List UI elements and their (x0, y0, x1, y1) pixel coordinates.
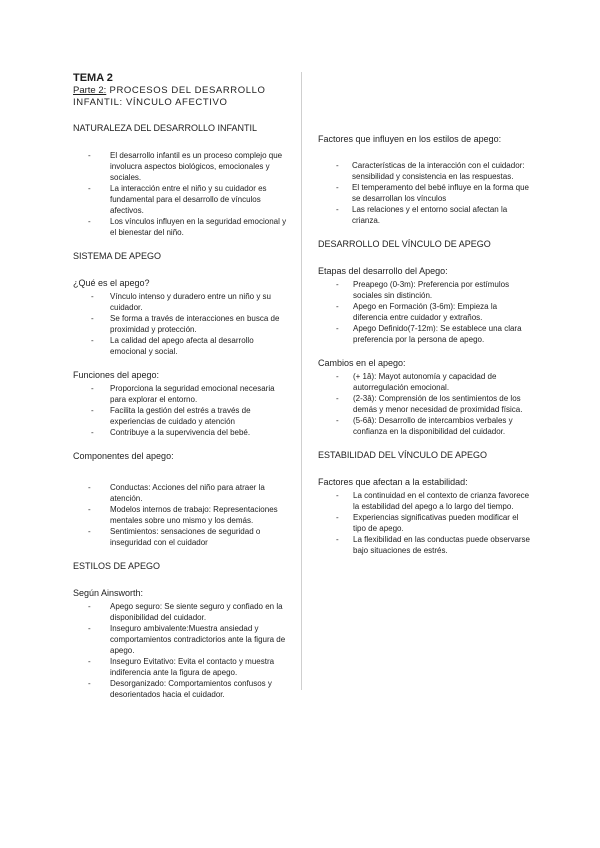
subtitle-line1: PROCESOS DEL DESARROLLO (106, 85, 266, 96)
label-etapas: Etapas del desarrollo del Apego: (318, 266, 448, 276)
list-naturaleza (73, 150, 288, 238)
list-item: - Vínculo intenso y duradero entre un niño y su cuidador. (91, 292, 271, 312)
list-factores-estilos (318, 160, 533, 226)
list-funciones (73, 383, 288, 438)
list-item: - Experiencias significativas pueden modificar el tipo de apego. (336, 513, 519, 533)
list-estilos (73, 601, 288, 700)
label-componentes: Componentes del apego: (73, 451, 174, 461)
section-heading-estabilidad: ESTABILIDAD DEL VÍNCULO DE APEGO (318, 450, 488, 460)
label-que-es: ¿Qué es el apego? (73, 278, 150, 288)
column-divider (301, 72, 302, 690)
list-item: - Modelos internos de trabajo: Representaciones mentales sobre uno mismo y los demás. (88, 505, 278, 525)
label-ainsworth: Según Ainsworth: (73, 588, 144, 598)
label-factores-estilos: Factores que influyen en los estilos de apego: (318, 134, 502, 144)
label-factores-estabilidad: Factores que afectan a la estabilidad: (318, 477, 468, 487)
list-item: - El temperamento del bebé influye en la forma que se desarrollan los vínculos (336, 183, 529, 203)
subtitle-line2: INFANTIL: VÍNCULO AFECTIVO (73, 97, 228, 108)
list-item: - El desarrollo infantil es un proceso complejo que involucra aspectos biológicos, emocionales y sociales. (88, 151, 283, 182)
list-item: - Apego en Formación (3-6m): Empieza la diferencia entre cuidador y extraños. (336, 302, 498, 322)
part-label: Parte 2: (73, 85, 107, 96)
list-item: - (+ 1â): Mayot autonomía y capacidad de autorregulación emocional. (336, 372, 497, 392)
list-item: - Se forma a través de interacciones en busca de proximidad y protección. (91, 314, 280, 334)
list-cambios (318, 371, 533, 437)
list-item: - La continuidad en el contexto de crianza favorece la estabilidad del apego a lo largo del tiempo. (336, 491, 530, 511)
list-componentes (73, 482, 288, 548)
list-item: - Apego Definido(7-12m): Se establece una clara preferencia por la persona de apego. (336, 324, 522, 344)
list-item: - Preapego (0-3m): Preferencia por estímulos sociales sin distinción. (336, 280, 510, 300)
section-heading-estilos: ESTILOS DE APEGO (73, 561, 161, 571)
list-item: - La interacción entre el niño y su cuidador es fundamental para el desarrollo de vínculos afectivos. (88, 184, 267, 215)
list-item: - (2-3â): Comprensión de los sentimientos de los demás y menor necesidad de proximidad física. (336, 394, 523, 414)
section-heading-naturaleza: NATURALEZA DEL DESARROLLO INFANTIL (73, 123, 258, 133)
list-item: - Sentimientos: sensaciones de seguridad o inseguridad con el cuidador (88, 527, 261, 547)
right-column (318, 134, 533, 556)
document-subtitle (73, 85, 288, 109)
document-title: TEMA 2 (73, 72, 113, 84)
list-item: - Proporciona la seguridad emocional necesaria para explorar el entorno. (91, 384, 275, 404)
list-item: - Conductas: Acciones del niño para atraer la atención. (88, 483, 265, 503)
list-item: - Desorganizado: Comportamientos confusos y desorientados hacia el cuidador. (88, 679, 272, 699)
list-item: - La calidad del apego afecta al desarrollo emocional y social. (91, 336, 254, 356)
list-item: - Las relaciones y el entorno social afectan la crianza. (336, 205, 508, 225)
list-item: - Apego seguro: Se siente seguro y confiado en la disponibilidad del cuidador. (88, 602, 283, 622)
label-funciones: Funciones del apego: (73, 370, 160, 380)
list-item: - Características de la interacción con el cuidador: sensibilidad y consistencia en las respuestas. (336, 161, 525, 181)
list-item: - Inseguro Evitativo: Evita el contacto y muestra indiferencia ante la figura de apego. (88, 657, 275, 677)
section-heading-sistema: SISTEMA DE APEGO (73, 251, 162, 261)
label-cambios: Cambios en el apego: (318, 358, 406, 368)
list-item: - Inseguro ambivalente:Muestra ansiedad y comportamientos contradictorios ante la figura de apego. (88, 624, 286, 655)
left-column (73, 72, 288, 700)
list-item: - Los vínculos influyen en la seguridad emocional y el bienestar del niño. (88, 217, 287, 237)
list-item: - Facilita la gestión del estrés a través de experiencias de cuidado y atención (91, 406, 251, 426)
list-que-es (73, 291, 288, 357)
list-item: - La flexibilidad en las conductas puede observarse bajo situaciones de estrés. (336, 535, 531, 555)
list-item: - (5-6â): Desarrollo de intercambios verbales y confianza en la disponibilidad del cuidador. (336, 416, 513, 436)
list-estabilidad (318, 490, 533, 556)
list-etapas (318, 279, 533, 345)
section-heading-desarrollo: DESARROLLO DEL VÍNCULO DE APEGO (318, 239, 491, 249)
list-item: - Contribuye a la supervivencia del bebé. (91, 428, 251, 437)
